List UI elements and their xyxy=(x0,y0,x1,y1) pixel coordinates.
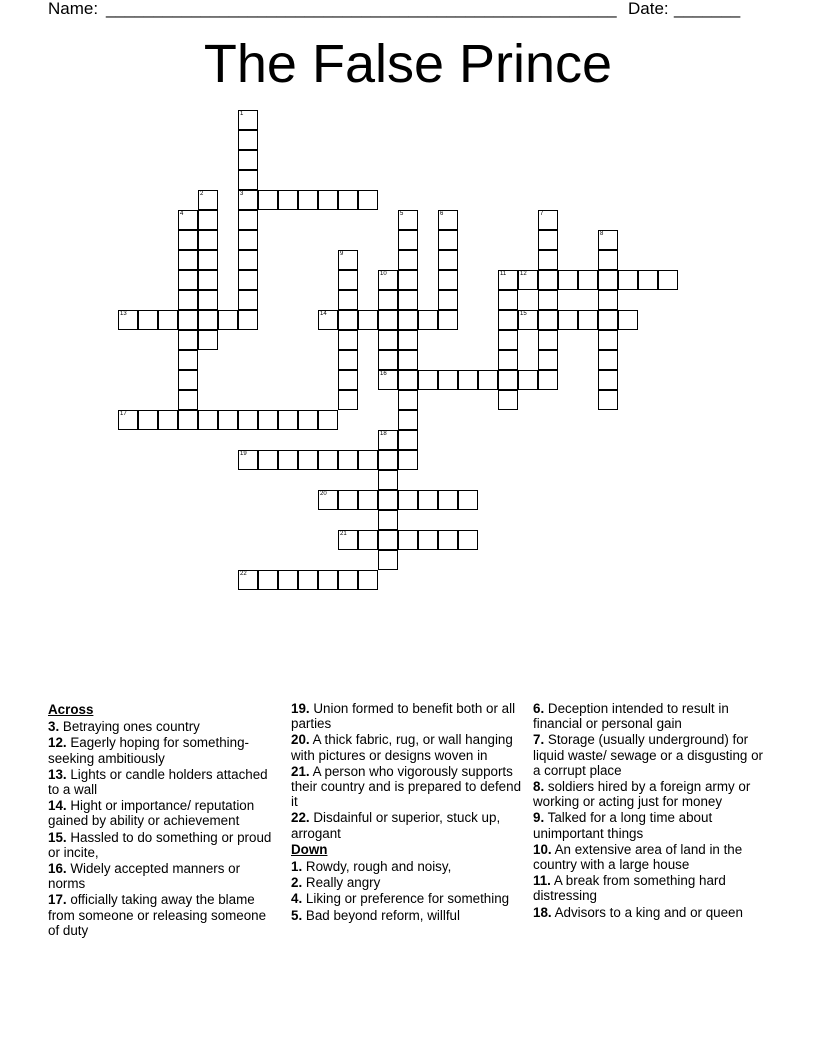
crossword-cell[interactable] xyxy=(498,370,518,390)
crossword-cell[interactable] xyxy=(438,370,458,390)
crossword-cell[interactable] xyxy=(438,290,458,310)
crossword-cell[interactable] xyxy=(338,330,358,350)
crossword-cell[interactable] xyxy=(298,410,318,430)
crossword-cell[interactable] xyxy=(178,310,198,330)
crossword-cell[interactable] xyxy=(378,450,398,470)
cell-number: 7 xyxy=(540,211,544,217)
crossword-cell[interactable] xyxy=(138,410,158,430)
crossword-cell[interactable] xyxy=(398,330,418,350)
clue-number: 5. xyxy=(291,907,303,923)
clue-number: 13. xyxy=(48,766,67,782)
cell-number: 19 xyxy=(240,451,247,457)
crossword-cell[interactable] xyxy=(638,270,658,290)
cell-number: 2 xyxy=(200,191,204,197)
clue-text: Lights or candle holders attached to a wall xyxy=(48,766,268,798)
crossword-cell[interactable] xyxy=(398,310,418,330)
cell-number: 5 xyxy=(400,211,404,217)
crossword-cell[interactable] xyxy=(618,310,638,330)
cell-number: 4 xyxy=(180,211,184,217)
clue-number: 12. xyxy=(48,735,67,751)
crossword-cell[interactable] xyxy=(158,310,178,330)
crossword-cell[interactable] xyxy=(378,470,398,490)
cell-number: 16 xyxy=(380,371,387,377)
clue-down xyxy=(533,732,765,778)
clue-text: Rowdy, rough and noisy, xyxy=(305,859,452,875)
cell-number: 9 xyxy=(340,251,344,257)
crossword-cell[interactable] xyxy=(398,450,418,470)
clue-text: officially taking away the blame from someone or releasing someone of duty xyxy=(48,892,267,938)
crossword-cell[interactable] xyxy=(538,270,558,290)
clue-down xyxy=(533,810,765,840)
crossword-cell[interactable] xyxy=(398,370,418,390)
date-field[interactable]: _______ xyxy=(674,0,741,18)
crossword-cell[interactable] xyxy=(238,150,258,170)
clue-across xyxy=(291,764,523,810)
crossword-cell[interactable] xyxy=(598,390,618,410)
crossword-cell[interactable] xyxy=(398,390,418,410)
crossword-cell[interactable] xyxy=(238,110,258,130)
crossword-cell[interactable] xyxy=(478,370,498,390)
crossword-cell[interactable] xyxy=(198,230,218,250)
clue-number: 21. xyxy=(291,763,310,779)
crossword-cell[interactable] xyxy=(358,570,378,590)
clue-text: Bad beyond reform, willful xyxy=(305,907,460,923)
clue-down xyxy=(533,873,765,903)
crossword-cell[interactable] xyxy=(398,270,418,290)
clue-across xyxy=(48,735,280,765)
crossword-cell[interactable] xyxy=(178,250,198,270)
crossword-cell[interactable] xyxy=(398,530,418,550)
clue-column-1 xyxy=(48,701,280,939)
crossword-cell[interactable] xyxy=(398,290,418,310)
name-field[interactable]: ______________________________________________________ xyxy=(106,0,617,18)
cell-number: 17 xyxy=(120,411,127,417)
cell-number: 22 xyxy=(240,571,247,577)
clue-number: 14. xyxy=(48,798,67,814)
clue-number: 8. xyxy=(533,779,545,795)
clue-across xyxy=(48,892,280,938)
crossword-cell[interactable] xyxy=(378,510,398,530)
crossword-cell[interactable] xyxy=(538,330,558,350)
crossword-cell[interactable] xyxy=(238,310,258,330)
cell-number: 13 xyxy=(120,311,127,317)
clue-number: 19. xyxy=(291,701,310,716)
crossword-cell[interactable] xyxy=(538,290,558,310)
crossword-cell[interactable] xyxy=(338,350,358,370)
crossword-cell[interactable] xyxy=(298,570,318,590)
crossword-cell[interactable] xyxy=(458,530,478,550)
crossword-cell[interactable] xyxy=(538,370,558,390)
clue-text: Union formed to benefit both or all parties xyxy=(291,701,516,732)
cell-number: 20 xyxy=(320,491,327,497)
crossword-cell[interactable] xyxy=(378,550,398,570)
crossword-cell[interactable] xyxy=(398,250,418,270)
crossword-cell[interactable] xyxy=(458,370,478,390)
crossword-cell[interactable] xyxy=(498,270,518,290)
crossword-cell[interactable] xyxy=(498,290,518,310)
crossword-cell[interactable] xyxy=(498,310,518,330)
clue-number: 1. xyxy=(291,859,303,875)
crossword-cell[interactable] xyxy=(438,530,458,550)
crossword-cell[interactable] xyxy=(198,250,218,270)
crossword-cell[interactable] xyxy=(438,270,458,290)
clue-number: 18. xyxy=(533,904,552,920)
crossword-cell[interactable] xyxy=(358,450,378,470)
crossword-cell[interactable] xyxy=(418,370,438,390)
crossword-cell[interactable] xyxy=(238,450,258,470)
clue-across xyxy=(291,701,523,731)
down-heading: Down xyxy=(291,841,328,857)
crossword-cell[interactable] xyxy=(178,350,198,370)
cell-number: 6 xyxy=(440,211,444,217)
clue-down xyxy=(291,908,523,923)
crossword-cell[interactable] xyxy=(378,350,398,370)
crossword-cell[interactable] xyxy=(238,250,258,270)
clue-text: Hassled to do something or proud or incite, xyxy=(48,829,272,860)
name-label: Name: xyxy=(48,0,99,18)
clue-column-3 xyxy=(533,701,765,921)
crossword-cell[interactable] xyxy=(598,370,618,390)
clue-down xyxy=(533,779,765,809)
crossword-cell[interactable] xyxy=(278,410,298,430)
clue-text: Eagerly hoping for something-seeking ambitiously xyxy=(48,735,250,766)
crossword-cell[interactable] xyxy=(378,270,398,290)
crossword-cell[interactable] xyxy=(578,310,598,330)
clue-text: Talked for a long time about unimportant things xyxy=(533,810,713,841)
crossword-cell[interactable] xyxy=(418,530,438,550)
crossword-cell[interactable] xyxy=(498,390,518,410)
crossword-cell[interactable] xyxy=(318,490,338,510)
clue-across xyxy=(48,767,280,797)
crossword-cell[interactable] xyxy=(298,190,318,210)
crossword-cell[interactable] xyxy=(358,530,378,550)
crossword-cell[interactable] xyxy=(318,190,338,210)
crossword-cell[interactable] xyxy=(618,270,638,290)
clue-text: A person who vigorously supports their country and is prepared to defend it xyxy=(291,763,522,810)
crossword-cell[interactable] xyxy=(198,190,218,210)
across-heading: Across xyxy=(48,702,94,717)
clue-across xyxy=(48,798,280,828)
clue-across xyxy=(48,830,280,860)
crossword-cell[interactable] xyxy=(518,370,538,390)
crossword-cell[interactable] xyxy=(338,250,358,270)
crossword-cell[interactable] xyxy=(178,210,198,230)
crossword-cell[interactable] xyxy=(378,530,398,550)
cell-number: 12 xyxy=(520,271,527,277)
crossword-cell[interactable] xyxy=(198,270,218,290)
crossword-cell[interactable] xyxy=(238,210,258,230)
crossword-cell[interactable] xyxy=(178,270,198,290)
crossword-cell[interactable] xyxy=(538,310,558,330)
cell-number: 3 xyxy=(240,191,244,197)
crossword-cell[interactable] xyxy=(338,190,358,210)
crossword-cell[interactable] xyxy=(238,270,258,290)
crossword-cell[interactable] xyxy=(438,210,458,230)
crossword-cell[interactable] xyxy=(338,310,358,330)
clue-across xyxy=(291,732,523,762)
crossword-cell[interactable] xyxy=(318,450,338,470)
crossword-cell[interactable] xyxy=(398,230,418,250)
crossword-cell[interactable] xyxy=(178,390,198,410)
crossword-cell[interactable] xyxy=(258,410,278,430)
crossword-cell[interactable] xyxy=(358,190,378,210)
crossword-cell[interactable] xyxy=(438,310,458,330)
crossword-cell[interactable] xyxy=(238,170,258,190)
crossword-cell[interactable] xyxy=(278,570,298,590)
clue-down xyxy=(533,701,765,731)
crossword-cell[interactable] xyxy=(418,310,438,330)
crossword-cell[interactable] xyxy=(398,410,418,430)
crossword-cell[interactable] xyxy=(398,430,418,450)
crossword-cell[interactable] xyxy=(338,270,358,290)
crossword-cell[interactable] xyxy=(598,230,618,250)
clue-down xyxy=(291,891,523,906)
clue-text: An extensive area of land in the country with a large house xyxy=(533,841,743,873)
cell-number: 11 xyxy=(500,271,507,277)
crossword-cell[interactable] xyxy=(258,570,278,590)
clue-number: 9. xyxy=(533,810,545,826)
crossword-cell[interactable] xyxy=(318,570,338,590)
clue-number: 3. xyxy=(48,719,60,735)
crossword-cell[interactable] xyxy=(458,490,478,510)
crossword-cell[interactable] xyxy=(118,410,138,430)
clue-across xyxy=(48,861,280,891)
crossword-cell[interactable] xyxy=(378,290,398,310)
crossword-cell[interactable] xyxy=(338,570,358,590)
crossword-cell[interactable] xyxy=(378,490,398,510)
crossword-cell[interactable] xyxy=(538,230,558,250)
crossword-cell[interactable] xyxy=(398,490,418,510)
crossword-cell[interactable] xyxy=(598,350,618,370)
crossword-cell[interactable] xyxy=(538,210,558,230)
crossword-cell[interactable] xyxy=(278,190,298,210)
clue-text: Really angry xyxy=(305,875,381,891)
date-label: Date: xyxy=(628,0,669,18)
cell-number: 18 xyxy=(380,431,387,437)
crossword-cell[interactable] xyxy=(558,310,578,330)
crossword-cell[interactable] xyxy=(178,330,198,350)
clue-across xyxy=(291,810,523,840)
crossword-cell[interactable] xyxy=(538,350,558,370)
clue-text: Hight or importance/ reputation gained by ability or achievement xyxy=(48,798,255,829)
clue-text: Storage (usually underground) for liquid waste/ sewage or a disgusting or a corrupt place xyxy=(533,732,764,778)
crossword-cell[interactable] xyxy=(198,290,218,310)
crossword-cell[interactable] xyxy=(518,270,538,290)
crossword-cell[interactable] xyxy=(258,450,278,470)
crossword-cell[interactable] xyxy=(218,410,238,430)
crossword-cell[interactable] xyxy=(598,310,618,330)
crossword-cell[interactable] xyxy=(198,310,218,330)
crossword-cell[interactable] xyxy=(438,250,458,270)
clue-column-2 xyxy=(291,701,523,924)
crossword-cell[interactable] xyxy=(138,310,158,330)
crossword-cell[interactable] xyxy=(538,250,558,270)
crossword-cell[interactable] xyxy=(658,270,678,290)
clue-text: A thick fabric, rug, or wall hanging with pictures or designs woven in xyxy=(291,732,513,763)
cell-number: 10 xyxy=(380,271,387,277)
crossword-cell[interactable] xyxy=(198,210,218,230)
crossword-cell[interactable] xyxy=(178,370,198,390)
clue-number: 2. xyxy=(291,875,303,891)
crossword-cell[interactable] xyxy=(178,290,198,310)
clue-text: Widely accepted manners or norms xyxy=(48,861,241,892)
crossword-cell[interactable] xyxy=(178,230,198,250)
clue-down xyxy=(533,905,765,920)
clue-number: 16. xyxy=(48,861,67,877)
crossword-cell[interactable] xyxy=(158,410,178,430)
crossword-cell[interactable] xyxy=(358,490,378,510)
crossword-cell[interactable] xyxy=(318,310,338,330)
crossword-cell[interactable] xyxy=(598,330,618,350)
crossword-cell[interactable] xyxy=(278,450,298,470)
crossword-cell[interactable] xyxy=(338,490,358,510)
crossword-cell[interactable] xyxy=(338,370,358,390)
clue-down xyxy=(291,875,523,890)
crossword-cell[interactable] xyxy=(378,310,398,330)
crossword-cell[interactable] xyxy=(238,130,258,150)
crossword-cell[interactable] xyxy=(238,570,258,590)
crossword-cell[interactable] xyxy=(578,270,598,290)
clue-number: 6. xyxy=(533,701,545,716)
clue-number: 7. xyxy=(533,732,545,748)
crossword-cell[interactable] xyxy=(298,450,318,470)
clue-across xyxy=(48,719,280,734)
crossword-cell[interactable] xyxy=(398,210,418,230)
crossword-cell[interactable] xyxy=(238,230,258,250)
cell-number: 15 xyxy=(520,311,527,317)
cell-number: 8 xyxy=(600,231,604,237)
crossword-cell[interactable] xyxy=(598,250,618,270)
crossword-cell[interactable] xyxy=(258,190,278,210)
crossword-cell[interactable] xyxy=(498,350,518,370)
clue-down xyxy=(533,842,765,872)
crossword-cell[interactable] xyxy=(338,530,358,550)
crossword-cell[interactable] xyxy=(338,390,358,410)
clue-text: Disdainful or superior, stuck up, arrogant xyxy=(291,810,501,841)
clue-text: Advisors to a king and or queen xyxy=(554,904,743,920)
puzzle-title: The False Prince xyxy=(203,34,613,94)
clue-text: Deception intended to result in financial or personal gain xyxy=(533,701,729,732)
crossword-cell[interactable] xyxy=(118,310,138,330)
crossword-cell[interactable] xyxy=(378,430,398,450)
crossword-cell[interactable] xyxy=(198,330,218,350)
crossword-cell[interactable] xyxy=(178,410,198,430)
crossword-cell[interactable] xyxy=(598,270,618,290)
crossword-cell[interactable] xyxy=(378,330,398,350)
crossword-cell[interactable] xyxy=(398,350,418,370)
clue-text: A break from something hard distressing xyxy=(533,873,726,904)
cell-number: 1 xyxy=(240,111,244,117)
crossword-cell[interactable] xyxy=(198,410,218,430)
crossword-cell[interactable] xyxy=(438,230,458,250)
clue-number: 11. xyxy=(533,873,551,889)
crossword-cell[interactable] xyxy=(238,290,258,310)
crossword-cell[interactable] xyxy=(498,330,518,350)
cell-number: 21 xyxy=(340,531,347,537)
crossword-cell[interactable] xyxy=(418,490,438,510)
crossword-cell[interactable] xyxy=(558,270,578,290)
crossword-cell[interactable] xyxy=(238,190,258,210)
clue-number: 22. xyxy=(291,810,310,826)
crossword-cell[interactable] xyxy=(598,290,618,310)
clue-down xyxy=(291,859,523,874)
clue-text: Betraying ones country xyxy=(62,719,200,735)
crossword-cell[interactable] xyxy=(438,490,458,510)
clue-number: 17. xyxy=(48,892,67,908)
crossword-cell[interactable] xyxy=(218,310,238,330)
clue-number: 20. xyxy=(291,732,310,748)
crossword-cell[interactable] xyxy=(338,450,358,470)
crossword-cell[interactable] xyxy=(358,310,378,330)
clue-text: Liking or preference for something xyxy=(305,891,510,907)
crossword-cell[interactable] xyxy=(518,310,538,330)
crossword-cell[interactable] xyxy=(318,410,338,430)
cell-number: 14 xyxy=(320,311,327,317)
clue-text: soldiers hired by a foreign army or working or acting just for money xyxy=(533,779,751,810)
crossword-cell[interactable] xyxy=(338,290,358,310)
crossword-cell[interactable] xyxy=(378,370,398,390)
crossword-cell[interactable] xyxy=(238,410,258,430)
clue-number: 4. xyxy=(291,891,303,907)
clue-number: 15. xyxy=(48,829,67,845)
clue-number: 10. xyxy=(533,841,552,857)
